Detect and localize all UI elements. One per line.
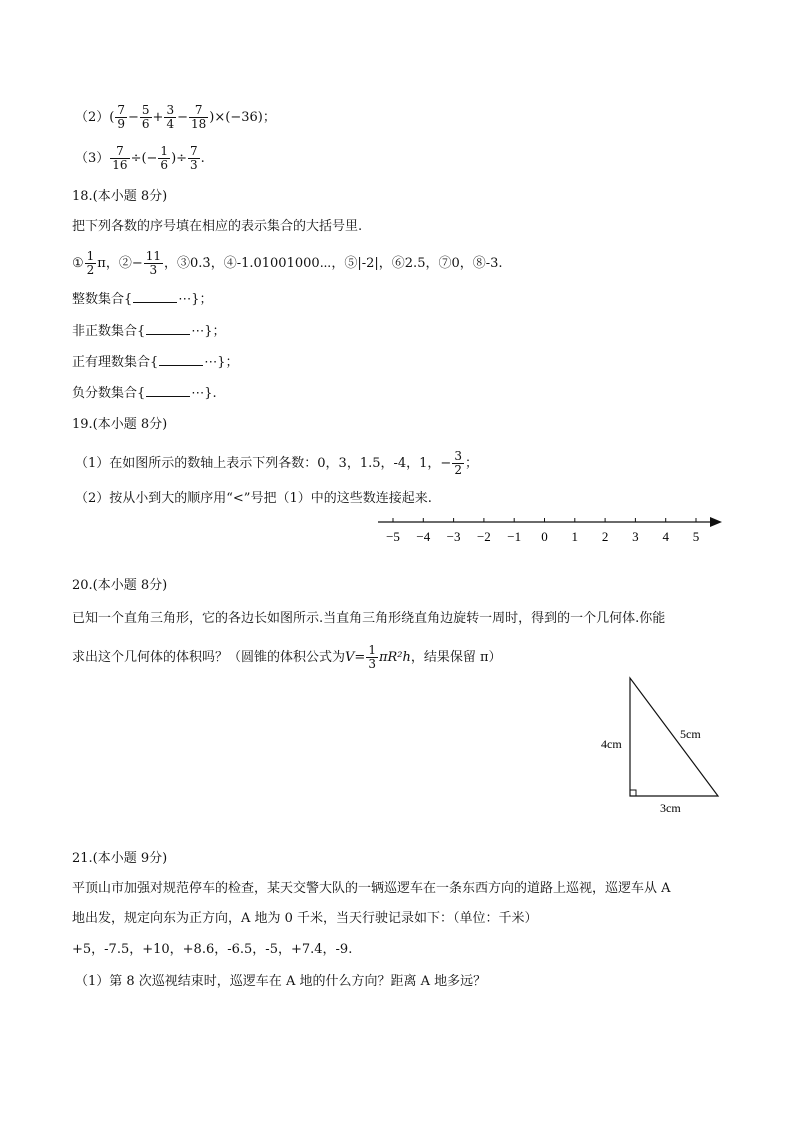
q19-part2: （2）按从小到大的顺序用“<”号把（1）中的这些数连接起来. [75, 491, 432, 506]
numerator: 7 [110, 145, 129, 159]
tick-label: 4 [662, 529, 669, 544]
q18-prompt: 把下列各数的序号填在相应的表示集合的大括号里. [72, 219, 363, 234]
triangle [630, 678, 718, 796]
q20-line2 [72, 644, 502, 671]
item-text: π，②− [97, 256, 143, 271]
expression-tail: . [200, 151, 205, 166]
denominator: 3 [368, 657, 376, 671]
denominator: 6 [141, 117, 150, 131]
set-positive-rational [72, 353, 239, 372]
fraction-1-2 [85, 250, 97, 277]
part-label: （3） [75, 151, 110, 166]
q21-records: +5，-7.5，+10，+8.6，-6.5，-5，+7.4，-9. [72, 942, 353, 957]
tick-label: 2 [601, 529, 609, 544]
number-line [370, 508, 730, 548]
set-end: ⋯}； [191, 324, 226, 339]
arrow-head-icon [710, 517, 722, 527]
fraction-7-16 [110, 145, 129, 172]
numerator: 5 [141, 103, 150, 117]
q20-heading: 20.(本小题 8分) [72, 578, 168, 593]
part-text: （1）在如图所示的数轴上表示下列各数：0，3，1.5，-4，1，− [75, 456, 452, 471]
side-label-base: 3cm [660, 801, 681, 815]
text: ，结果保留 π） [410, 650, 502, 665]
denominator: 2 [86, 263, 95, 277]
item-text: ，④-1.01001000⋯，⑤|-2|，⑥2.5，⑦0，⑧-3. [210, 256, 503, 271]
operator: ÷(− [130, 151, 158, 166]
fraction-7-18 [189, 104, 208, 131]
set-integers [72, 290, 213, 309]
tick-label: −2 [476, 529, 491, 544]
fraction-1-6 [158, 145, 170, 172]
numerator: 7 [190, 144, 198, 158]
fraction-3-4 [164, 104, 176, 131]
set-end: ⋯}； [178, 292, 213, 307]
item-text: ，③0. [164, 256, 203, 271]
side-label-vertical: 4cm [601, 737, 622, 751]
expression-tail: )×(−36)； [209, 110, 276, 125]
operator: − [177, 110, 188, 125]
numerator: 1 [160, 144, 169, 158]
right-triangle-figure [590, 670, 740, 820]
answer-blank[interactable] [146, 384, 190, 397]
denominator: 16 [112, 158, 128, 172]
item-marker: ① [72, 256, 84, 271]
numerator: 1 [368, 643, 376, 657]
numerator: 7 [189, 104, 208, 118]
set-label: 非正数集合{ [72, 324, 146, 339]
operator: − [128, 110, 139, 125]
set-nonpositive [72, 322, 226, 341]
denominator: 3 [149, 263, 158, 277]
text: 求出这个几何体的体积吗？（圆锥的体积公式为 [72, 650, 346, 665]
set-label: 整数集合{ [72, 292, 133, 307]
fraction-7-3 [188, 145, 200, 172]
answer-blank[interactable] [133, 290, 177, 303]
set-end: ⋯}； [204, 355, 239, 370]
paren-open: ( [109, 110, 115, 125]
denominator: 6 [160, 158, 169, 172]
formula-equals: = [354, 650, 366, 665]
q19-heading: 19.(本小题 8分) [72, 417, 168, 432]
denominator: 3 [190, 158, 198, 172]
numerator: 3 [166, 103, 175, 117]
tick-label: −5 [386, 529, 400, 544]
operator: + [152, 110, 164, 125]
denominator: 4 [166, 117, 175, 131]
fraction-5-6 [140, 104, 152, 131]
fraction-1-3 [366, 644, 378, 671]
fraction-3-2 [452, 450, 464, 477]
repeating-decimal: 3̇ [202, 256, 211, 271]
tick-label: 1 [571, 529, 579, 544]
q20-line1: 已知一个直角三角形，它的各边长如图所示.当直角三角形绕直角边旋转一周时，得到的一个几何体.你能 [72, 611, 666, 626]
numerator: 11 [145, 249, 162, 263]
q19-part1 [75, 450, 478, 477]
set-end: ⋯}. [191, 386, 217, 401]
part-label: （2） [75, 110, 110, 125]
tick-label: 3 [632, 529, 639, 544]
formula-rest: πR²h [378, 650, 411, 665]
denominator: 2 [454, 463, 462, 477]
answer-blank[interactable] [159, 353, 203, 366]
part-tail: ； [464, 456, 478, 471]
numerator: 1 [86, 249, 95, 263]
denominator: 18 [191, 117, 207, 131]
side-label-hypotenuse: 5cm [680, 727, 701, 741]
formula-variable: V [345, 650, 355, 665]
q21-heading: 21.(本小题 9分) [72, 851, 168, 866]
tick-label: −1 [507, 529, 522, 544]
answer-blank[interactable] [146, 322, 190, 335]
set-label: 负分数集合{ [72, 386, 146, 401]
q21-part1: （1）第 8 次巡视结束时，巡逻车在 A 地的什么方向？距离 A 地多远？ [75, 974, 487, 989]
denominator: 9 [117, 117, 125, 131]
tick-label: 0 [541, 529, 548, 544]
q17-part2 [75, 104, 276, 131]
numerator: 3 [454, 449, 462, 463]
set-negative-fractions [72, 384, 217, 403]
right-angle-mark [630, 790, 636, 796]
numerator: 7 [117, 103, 125, 117]
fraction-7-9 [115, 104, 127, 131]
q21-line2: 地出发，规定向东为正方向，A 地为 0 千米，当天行驶记录如下：（单位：千米） [72, 911, 538, 926]
tick-label: −3 [446, 529, 461, 544]
fraction-11-3 [144, 250, 163, 277]
q21-line1: 平顶山市加强对规范停车的检查，某天交警大队的一辆巡逻车在一条东西方向的道路上巡视，巡逻车从 A [72, 881, 671, 896]
operator: )÷ [171, 151, 188, 166]
tick-label: −4 [416, 529, 431, 544]
tick-label: 5 [692, 529, 700, 544]
set-label: 正有理数集合{ [72, 355, 159, 370]
q17-part3 [75, 145, 205, 172]
q18-heading: 18.(本小题 8分) [72, 189, 168, 204]
q18-number-list [72, 250, 503, 277]
